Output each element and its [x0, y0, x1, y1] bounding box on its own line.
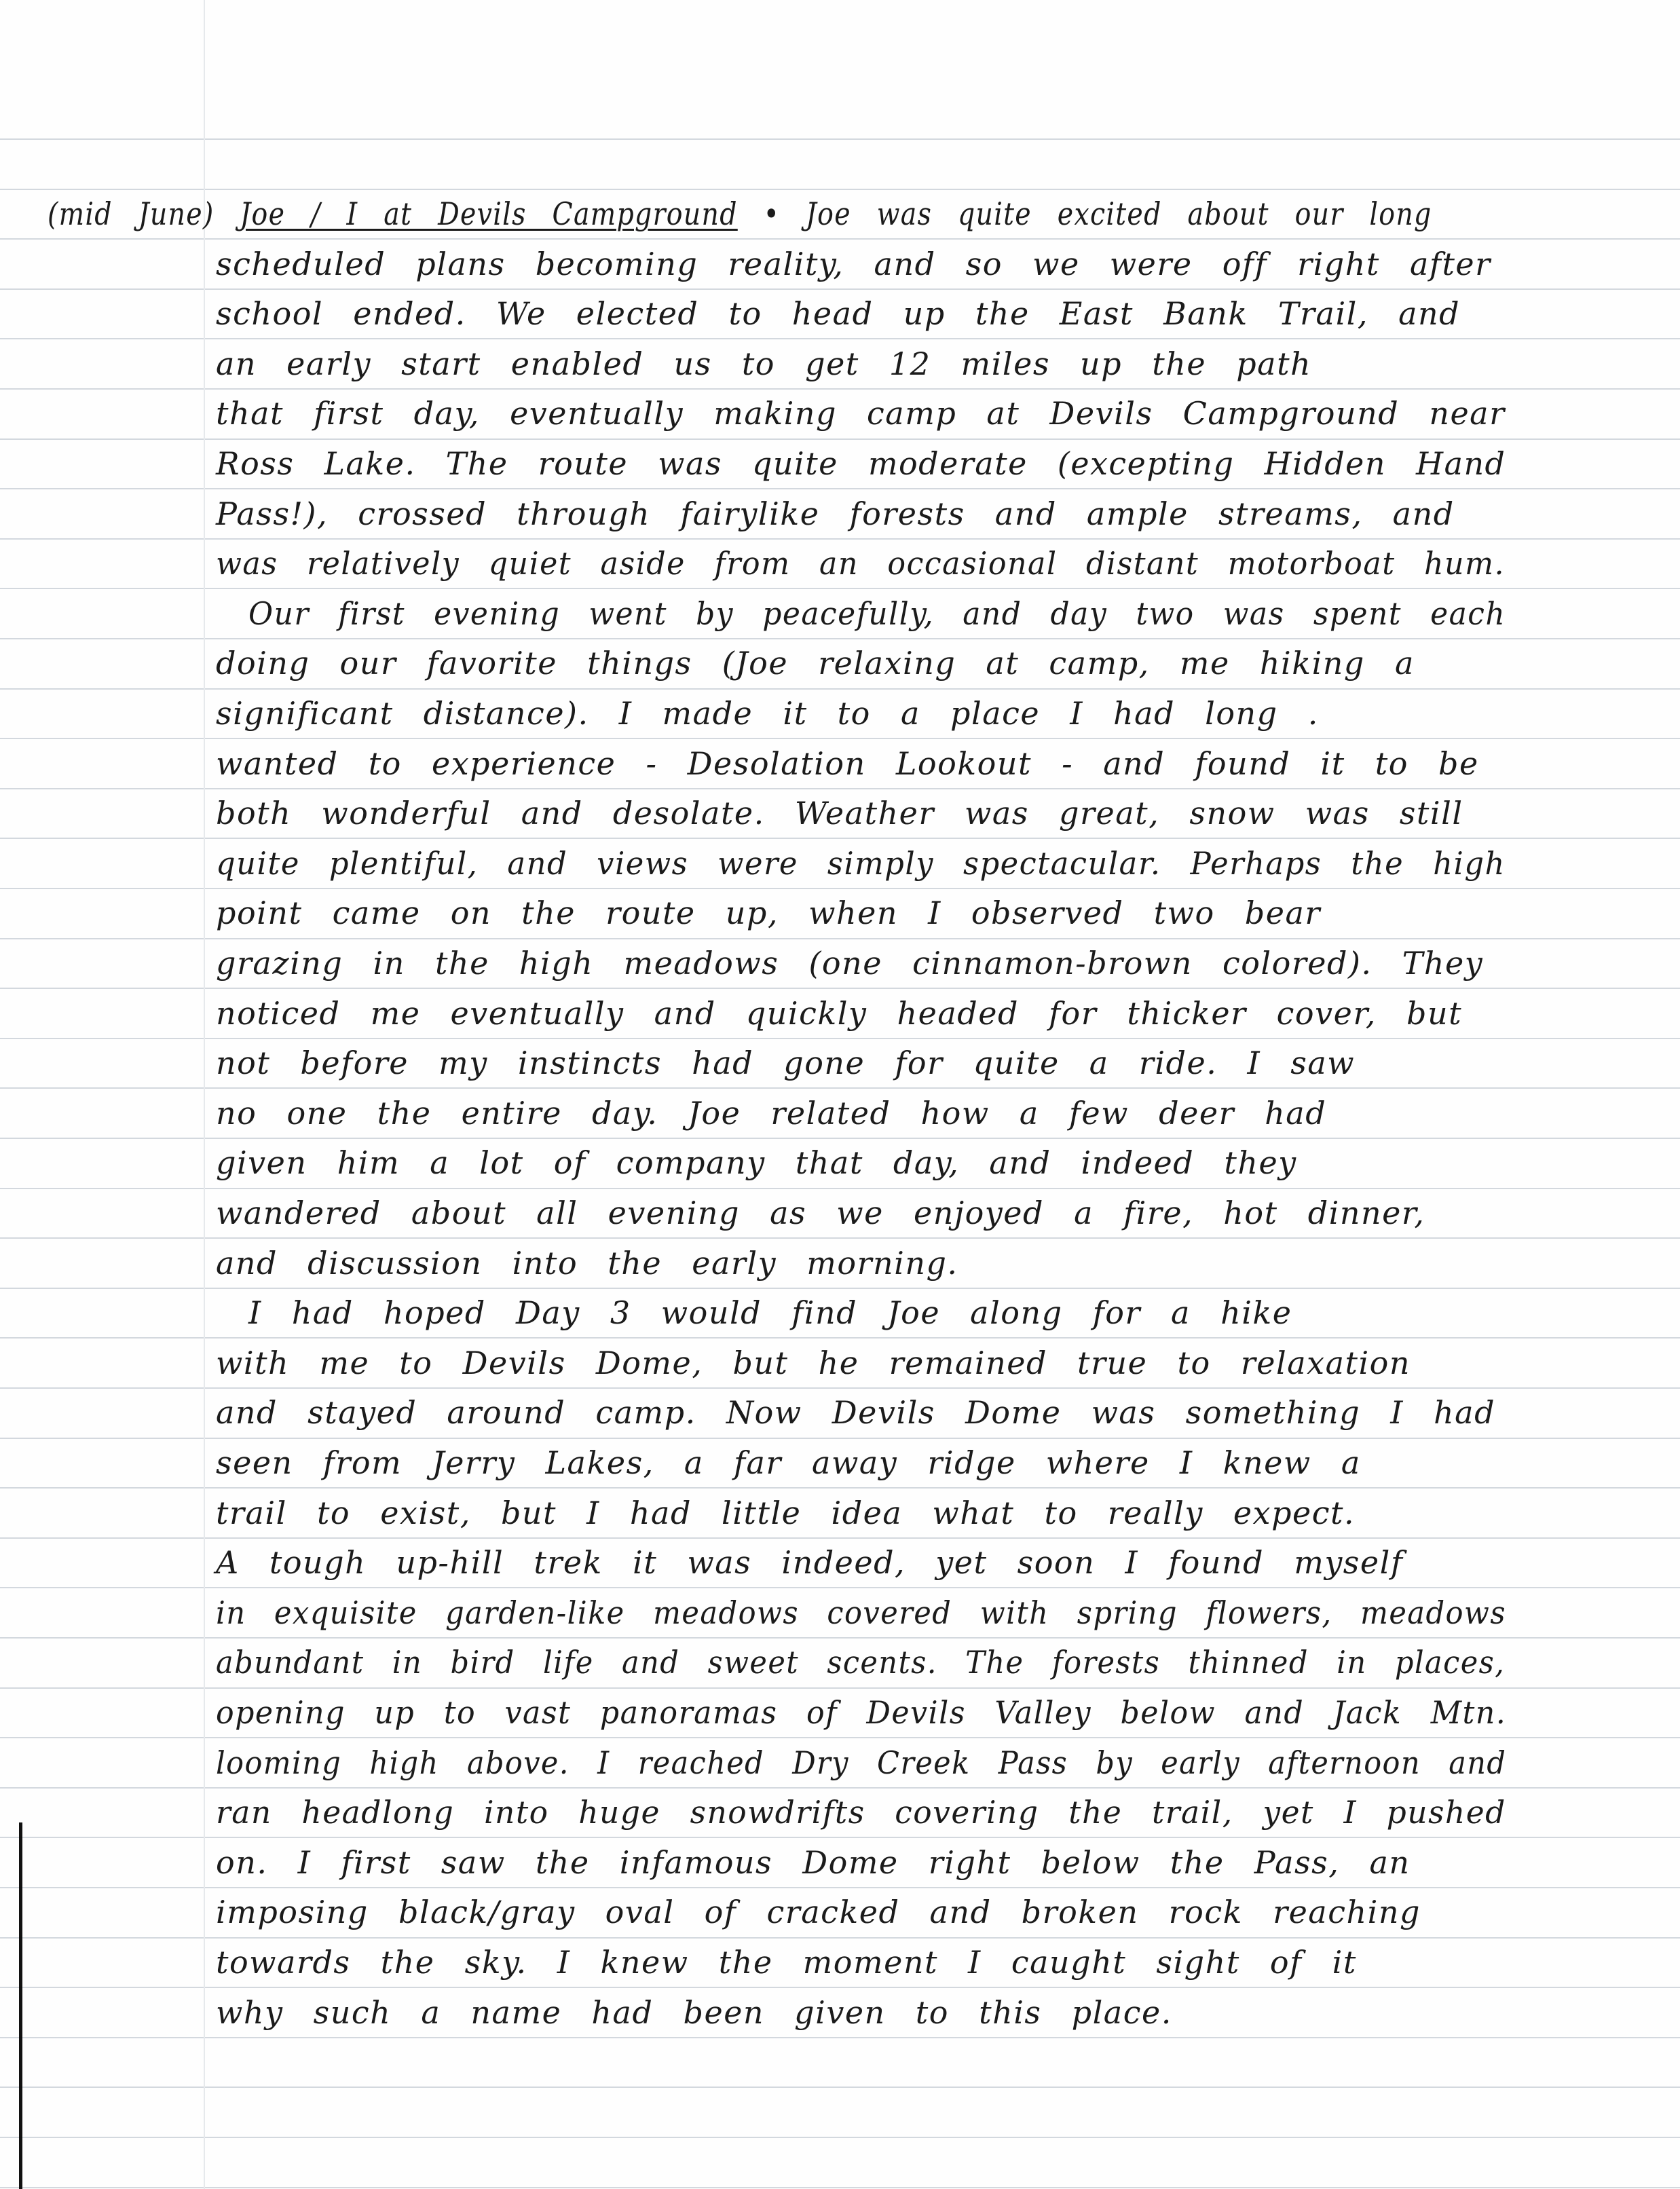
line-text: doing our favorite things (Joe relaxing at camp, me hiking a	[216, 645, 1415, 681]
journal-line	[216, 1539, 1403, 1586]
journal-line	[216, 1639, 1505, 1686]
journal-line	[216, 340, 1311, 388]
margin-mark	[19, 1822, 22, 2189]
line-text: that first day, eventually making camp at Devils Campground near	[216, 395, 1506, 432]
journal-line	[216, 889, 1321, 937]
journal-line	[216, 1839, 1411, 1886]
journal-line	[248, 590, 1506, 637]
journal-line	[216, 540, 1505, 587]
line-text: on. I first saw the infamous Dome right below the Pass, an	[216, 1844, 1411, 1881]
journal-line	[216, 240, 1491, 288]
line-text: wandered about all evening as we enjoyed a fire, hot dinner,	[216, 1195, 1425, 1231]
line-text: why such a name had been given to this place.	[216, 1994, 1172, 2031]
journal-line	[216, 1089, 1326, 1137]
journal-line	[216, 740, 1479, 787]
journal-line	[216, 1789, 1506, 1836]
journal-line	[216, 939, 1483, 987]
line-text: in exquisite garden-like meadows covered with spring flowers, meadows	[216, 1594, 1506, 1631]
line-text: Ross Lake. The route was quite moderate (excepting Hidden Hand	[216, 445, 1506, 482]
journal-line	[48, 190, 1432, 238]
line-text: imposing black/gray oval of cracked and broken rock reaching	[216, 1894, 1421, 1930]
journal-line	[248, 1289, 1292, 1336]
line-text: point came on the route up, when I observed two bear	[216, 895, 1321, 931]
line-text: towards the sky. I knew the moment I caught sight of it	[216, 1944, 1357, 1981]
line-text: abundant in bird life and sweet scents. The forests thinned in places,	[216, 1644, 1506, 1681]
line-text: grazing in the high meadows (one cinnamon-brown colored). They	[216, 945, 1484, 981]
line-text: I had hoped Day 3 would find Joe along for a hike	[248, 1294, 1292, 1331]
journal-line	[216, 1339, 1411, 1387]
journal-line	[216, 1939, 1357, 1986]
line-text: wanted to experience - Desolation Lookout - and found it to be	[216, 745, 1479, 782]
line-text: looming high above. I reached Dry Creek Pass by early afternoon and	[216, 1744, 1507, 1781]
journal-line	[216, 1489, 1355, 1537]
journal-line	[216, 1689, 1506, 1736]
journal-line	[216, 840, 1506, 887]
journal-line	[216, 639, 1415, 687]
journal-line	[216, 1739, 1506, 1786]
line-text: Pass!), crossed through fairylike forests and ample streams, and	[216, 495, 1455, 532]
journal-line	[216, 789, 1463, 837]
line-text: school ended. We elected to head up the East Bank Trail, and	[216, 295, 1461, 332]
journal-line	[216, 1888, 1421, 1936]
line-text: seen from Jerry Lakes, a far away ridge where I knew a	[216, 1444, 1361, 1481]
line-text: scheduled plans becoming reality, and so we were off right after	[216, 246, 1491, 282]
line-text: with me to Devils Dome, but he remained true to relaxation	[216, 1345, 1411, 1381]
line-text: • Joe was quite excited about our long	[737, 195, 1432, 232]
line-text: (mid June)	[48, 195, 240, 232]
line-text: ran headlong into huge snowdrifts covering the trail, yet I pushed	[216, 1794, 1506, 1831]
line-text: noticed me eventually and quickly headed for thicker cover, but	[216, 995, 1463, 1032]
journal-line	[216, 290, 1460, 337]
journal-line	[216, 440, 1506, 487]
journal-line	[216, 490, 1455, 538]
journal-line	[216, 1389, 1495, 1436]
line-text: and stayed around camp. Now Devils Dome was something I had	[216, 1394, 1496, 1431]
line-text: A tough up-hill trek it was indeed, yet soon I found myself	[216, 1544, 1404, 1581]
line-text: significant distance). I made it to a place I had long .	[216, 695, 1319, 732]
underlined-heading: Joe / I at Devils Campground	[240, 195, 738, 232]
line-text: quite plentiful, and views were simply spectacular. Perhaps the high	[216, 845, 1506, 882]
journal-line	[216, 1039, 1355, 1087]
journal-line	[216, 990, 1462, 1037]
line-text: opening up to vast panoramas of Devils Valley below and Jack Mtn.	[216, 1694, 1507, 1731]
journal-line	[216, 390, 1506, 437]
line-text: not before my instincts had gone for quite a ride. I saw	[216, 1045, 1356, 1081]
line-text: no one the entire day. Joe related how a few deer had	[216, 1095, 1327, 1131]
line-text: was relatively quiet aside from an occasional distant motorboat hum.	[216, 545, 1506, 582]
journal-line	[216, 1439, 1361, 1486]
line-text: given him a lot of company that day, and indeed they	[216, 1144, 1297, 1181]
line-text: and discussion into the early morning.	[216, 1245, 958, 1281]
line-text: both wonderful and desolate. Weather was great, snow was still	[216, 795, 1463, 831]
journal-line	[216, 1139, 1297, 1186]
journal-line	[216, 1589, 1506, 1636]
journal-line	[216, 1989, 1172, 2036]
line-text: an early start enabled us to get 12 miles up the path	[216, 345, 1312, 382]
line-text: Our first evening went by peacefully, and day two was spent each	[248, 595, 1506, 632]
journal-line	[216, 1239, 958, 1287]
line-text: trail to exist, but I had little idea what to really expect.	[216, 1495, 1356, 1531]
journal-line	[216, 690, 1319, 737]
journal-line	[216, 1189, 1425, 1237]
